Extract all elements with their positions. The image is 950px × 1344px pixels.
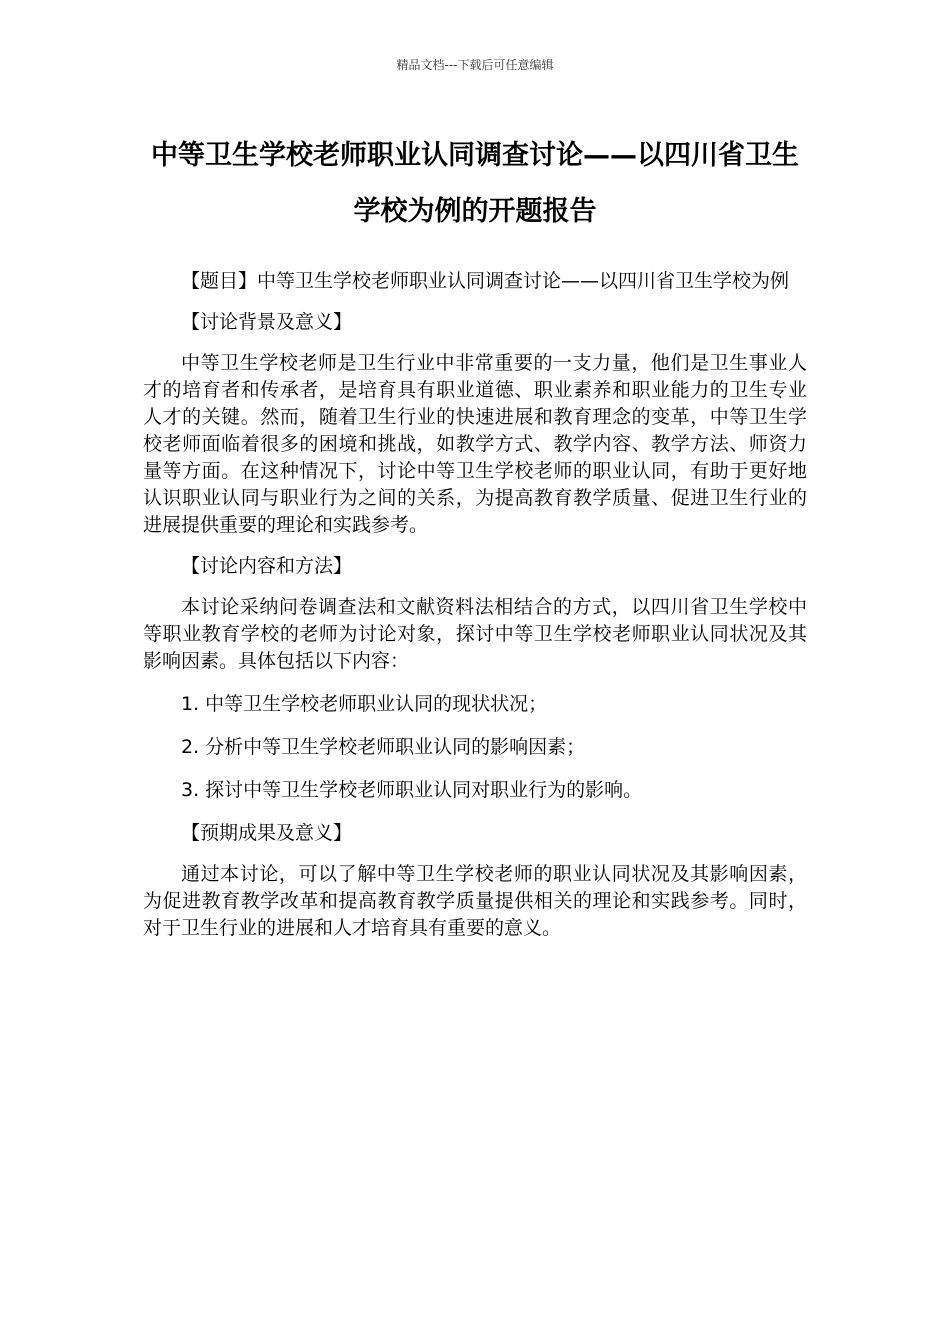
methods-list-item: 2. 分析中等卫生学校老师职业认同的影响因素； bbox=[181, 736, 586, 758]
header-note: 精品文档---下载后可任意编辑 bbox=[396, 58, 554, 72]
topic-paragraph: 【题目】中等卫生学校老师职业认同调查讨论——以四川省卫生学校为例 bbox=[181, 270, 790, 292]
methods-heading: 【讨论内容和方法】 bbox=[181, 555, 353, 577]
methods-list-item: 3. 探讨中等卫生学校老师职业认同对职业行为的影响。 bbox=[181, 779, 643, 801]
outcomes-paragraph: 通过本讨论，可以了解中等卫生学校老师的职业认同状况及其影响因素，为促进教育教学改革和提高教育教学质量提供相关的理论和实践参考。同时，对于卫生行业的进展和人才培育具有重要的意义。 bbox=[143, 863, 807, 939]
background-heading: 【讨论背景及意义】 bbox=[181, 311, 353, 333]
methods-list-item: 1. 中等卫生学校老师职业认同的现状状况； bbox=[181, 693, 548, 715]
background-paragraph: 中等卫生学校老师是卫生行业中非常重要的一支力量，他们是卫生事业人才的培育者和传承者，是培育具有职业道德、职业素养和职业能力的卫生专业人才的关键。然而，随着卫生行业的快速进展和教育理念的变革，中等卫生学校老师面临着很多的困境和挑战，如教学方式、教学内容、教学方法、师资力量等方面。在这种情况下，讨论中等卫生学校老师的职业认同，有助于更好地认识职业认同与职业行为之间的关系，为提高教育教学质量、促进卫生行业的进展提供重要的理论和实践参考。 bbox=[143, 352, 807, 536]
methods-paragraph: 本讨论采纳问卷调查法和文献资料法相结合的方式，以四川省卫生学校中等职业教育学校的老师为讨论对象，探讨中等卫生学校老师职业认同状况及其影响因素。具体包括以下内容： bbox=[143, 596, 807, 672]
document-title: 中等卫生学校老师职业认同调查讨论——以四川省卫生学校为例的开题报告 bbox=[151, 140, 799, 227]
document-body bbox=[143, 268, 807, 942]
outcomes-heading: 【预期成果及意义】 bbox=[181, 822, 353, 844]
